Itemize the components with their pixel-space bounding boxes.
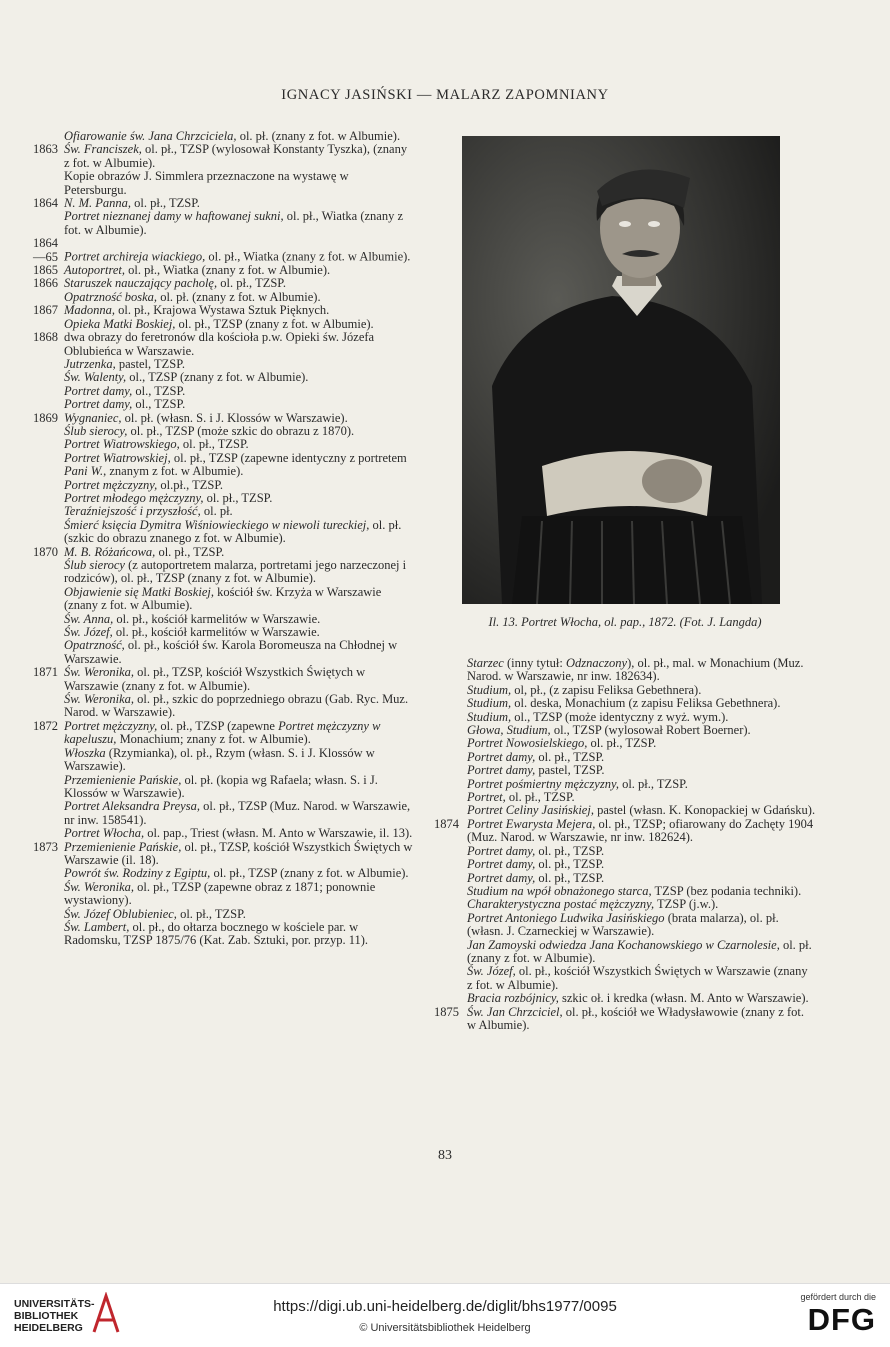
catalog-entry: [33, 398, 413, 411]
entry-text: Opieka Matki Boskiej, ol. pł., TZSP (znany z fot. w Albumie).: [64, 316, 374, 331]
entry-year: 1870: [33, 544, 58, 559]
catalog-entry: [33, 841, 413, 868]
entry-text: Charakterystyczna postać mężczyzny, TZSP (j.w.).: [467, 897, 719, 912]
catalog-entry: [33, 143, 413, 170]
entry-text: Ślub sierocy (z autoportretem malarza, portretami jego narzeczonej i rodziców), ol. pł., TZSP (znany z fot. w Albumie).: [64, 558, 407, 586]
entry-text: Ślub sierocy, ol. pł., TZSP (może szkic do obrazu z 1870).: [64, 423, 355, 438]
entry-text: Św. Józef, ol. pł., kościół Wszystkich Świętych w Warszawie (znany z fot. w Albumie).: [467, 964, 808, 992]
catalog-entry: [33, 304, 413, 317]
entry-text: M. B. Różańcowa, ol. pł., TZSP.: [64, 544, 225, 559]
page-number: 83: [438, 1148, 452, 1163]
catalog-entry: [434, 791, 816, 804]
catalog-entry: [33, 492, 413, 505]
entry-text: Studium, ol, pł., (z zapisu Feliksa Gebethnera).: [467, 682, 702, 697]
entry-text: Portret Włocha, ol. pap., Triest (własn. M. Anto w Warszawie, il. 13).: [64, 826, 413, 841]
entry-text: Św. Jan Chrzciciel, ol. pł., kościół we Władysławowie (znany z fot. w Albumie).: [467, 1004, 804, 1032]
entry-text: Portret Celiny Jasińskiej, pastel (własn. K. Konopackiej w Gdańsku).: [467, 803, 816, 818]
entry-text: Św. Weronika, ol. pł., szkic do poprzedniego obrazu (Gab. Ryc. Muz. Narod. w Warszawie).: [64, 692, 409, 720]
right-column: [434, 657, 816, 1032]
catalog-entry: [434, 711, 816, 724]
figure-caption: Il. 13. Portret Włocha, ol. pap., 1872. (Fot. J. Langda): [488, 615, 762, 629]
entry-text: Portret młodego mężczyzny, ol. pł., TZSP.: [64, 490, 273, 505]
catalog-entry: [33, 666, 413, 693]
catalog-entry: [33, 881, 413, 908]
entry-text: Przemienienie Pańskie, ol. pł., TZSP, kościół Wszystkich Świętych w Warszawie (il. 18).: [64, 839, 413, 867]
catalog-entry: [33, 318, 413, 331]
catalog-entry: [33, 479, 413, 492]
entry-text: Portret Wiatrowskiej, ol. pł., TZSP (zapewne identyczny z portretem Pani W., znanym z fot. w Albumie).: [64, 450, 407, 479]
catalog-entry: [33, 613, 413, 626]
running-header: IGNACY JASIŃSKI — MALARZ ZAPOMNIANY: [281, 87, 609, 103]
entry-text: Głowa, Studium, ol., TZSP (wylosował Robert Boerner).: [467, 723, 751, 738]
entry-text: Kopie obrazów J. Simmlera przeznaczone na wystawę w Petersburgu.: [64, 169, 349, 197]
entry-text: Studium, ol. deska, Monachium (z zapisu Feliksa Gebethnera).: [467, 696, 781, 711]
entry-text: Śmierć księcia Dymitra Wiśniowieckiego w niewoli tureckiej, ol. pł. (szkic do obrazu znanego z fot. w Albumie).: [64, 517, 402, 546]
catalog-entry: [33, 908, 413, 921]
permalink-url[interactable]: https://digi.ub.uni-heidelberg.de/diglit/bhs1977/0095: [273, 1298, 617, 1315]
entry-text: Madonna, ol. pł., Krajowa Wystawa Sztuk Pięknych.: [64, 303, 330, 318]
catalog-entry: [33, 291, 413, 304]
catalog-entry: [33, 720, 413, 747]
catalog-entry: [33, 505, 413, 518]
catalog-entry: [33, 170, 413, 197]
entry-text: Bracia rozbójnicy, szkic oł. i kredka (własn. M. Anto w Warszawie).: [467, 991, 809, 1006]
entry-text: Portret damy, ol. pł., TZSP.: [467, 749, 605, 764]
catalog-entry: [33, 438, 413, 451]
catalog-entry: [33, 425, 413, 438]
catalog-entry: [33, 800, 413, 827]
catalog-entry: [434, 872, 816, 885]
catalog-entry: [434, 804, 816, 817]
entry-text: Portret mężczyzny, ol.pł., TZSP.: [64, 477, 224, 492]
entry-text: Objawienie się Matki Boskiej, kościół św. Krzyża w Warszawie (znany z fot. w Albumie).: [64, 584, 382, 613]
catalog-entry: [33, 747, 413, 774]
entry-text: Autoportret, ol. pł., Wiatka (znany z fot. w Albumie).: [64, 263, 331, 278]
left-column: [33, 130, 413, 948]
entry-text: Portret, ol. pł., TZSP.: [467, 790, 575, 805]
entry-text: Włoszka (Rzymianka), ol. pł., Rzym (własn. S. i J. Klossów w Warszawie).: [64, 745, 375, 774]
copyright-notice: © Universitätsbibliothek Heidelberg: [359, 1322, 531, 1334]
entry-text: Portret archireja wiackiego, ol. pł., Wiatka (znany z fot. w Albumie).: [64, 249, 411, 264]
entry-text: Św. Anna, ol. pł., kościół karmelitów w Warszawie.: [64, 611, 321, 626]
entry-text: Portret damy, ol., TZSP.: [64, 397, 186, 412]
entry-text: Portret damy, ol., TZSP.: [64, 383, 186, 398]
catalog-entry: [434, 965, 816, 992]
entry-year: 1863: [33, 142, 58, 157]
catalog-entry: [33, 586, 413, 613]
entry-text: Studium na wpół obnażonego starca, TZSP (bez podania techniki).: [467, 883, 802, 898]
entry-text: Jutrzenka, pastel, TZSP.: [64, 356, 185, 371]
entry-year: 1865: [33, 263, 58, 278]
entry-text: Portret nieznanej damy w haftowanej sukni, ol. pł., Wiatka (znany z fot. w Albumie).: [64, 209, 404, 237]
catalog-entry: [33, 559, 413, 586]
entry-text: Św. Walenty, ol., TZSP (znany z fot. w Albumie).: [64, 370, 309, 385]
entry-text: Studium, ol., TZSP (może identyczny z wyż. wym.).: [467, 709, 729, 724]
entry-text: dwa obrazy do feretronów dla kościoła p.w. Opieki św. Józefa Oblubieńca w Warszawie.: [64, 330, 375, 358]
portrait-photo: [462, 136, 780, 604]
catalog-entry: [434, 912, 816, 939]
catalog-entry: [33, 331, 413, 358]
catalog-entry: [434, 845, 816, 858]
entry-text: Portret Nowosielskiego, ol. pł., TZSP.: [467, 736, 657, 751]
catalog-entry: [33, 774, 413, 801]
entry-text: Powrót św. Rodziny z Egiptu, ol. pł., TZSP (znany z fot. w Albumie).: [64, 866, 409, 881]
catalog-entry: [434, 684, 816, 697]
entry-text: Portret Aleksandra Preysa, ol. pł., TZSP (Muz. Narod. w Warszawie, nr inw. 158541).: [64, 799, 411, 827]
catalog-entry: [33, 412, 413, 425]
catalog-entry: [434, 697, 816, 710]
catalog-entry: [33, 385, 413, 398]
viewer-footer: [0, 1283, 890, 1347]
catalog-entry: [434, 778, 816, 791]
catalog-entry: [434, 885, 816, 898]
catalog-entry: [33, 277, 413, 290]
entry-text: Portret damy, pastel, TZSP.: [467, 763, 605, 778]
library-name: UNIVERSITÄTS- BIBLIOTHEK HEIDELBERG: [14, 1298, 95, 1334]
entry-text: Wygnaniec, ol. pł. (własn. S. i J. Klossów w Warszawie).: [64, 410, 348, 425]
catalog-entry: [434, 657, 816, 684]
entry-text: Portret pośmiertny mężczyzny, ol. pł., TZSP.: [467, 776, 688, 791]
catalog-entry: [33, 130, 413, 143]
entry-year: 1873: [33, 839, 58, 854]
entry-text: Św. Józef Oblubieniec, ol. pł., TZSP.: [64, 906, 246, 921]
entry-year: 1875: [434, 1004, 459, 1019]
entry-text: Portret Wiatrowskiego, ol. pł., TZSP.: [64, 437, 249, 452]
entry-year: 1867: [33, 303, 58, 318]
catalog-entry: [33, 827, 413, 840]
catalog-entry: [434, 898, 816, 911]
entry-year: 1868: [33, 330, 58, 345]
catalog-entry: [33, 546, 413, 559]
entry-text: Portret damy, ol. pł., TZSP.: [467, 857, 605, 872]
catalog-entry: [33, 197, 413, 210]
catalog-entry: [33, 358, 413, 371]
portrait-figure-image: [462, 136, 780, 604]
catalog-entry: [434, 1006, 816, 1033]
catalog-entry: [33, 693, 413, 720]
entry-text: Ofiarowanie św. Jana Chrzciciela, ol. pł. (znany z fot. w Albumie).: [64, 129, 401, 143]
catalog-entry: [434, 724, 816, 737]
catalog-entry: [434, 764, 816, 777]
entry-text: N. M. Panna, ol. pł., TZSP.: [64, 196, 200, 211]
catalog-entry: [434, 818, 816, 845]
entry-text: Starzec (inny tytuł: Odznaczony), ol. pł., mal. w Monachium (Muz. Narod. w Warszawie, nr inw. 182634).: [467, 656, 804, 684]
catalog-entry: [33, 519, 413, 546]
entry-text: Św. Weronika, ol. pł., TZSP (zapewne obraz z 1871; ponownie wystawiony).: [64, 879, 376, 908]
catalog-entry: [33, 371, 413, 384]
catalog-entry: [33, 626, 413, 639]
catalog-entry: [434, 737, 816, 750]
entry-text: Portret mężczyzny, ol. pł., TZSP (zapewne Portret mężczyzny w kapeluszu, Monachium; znany z fot. w Albumie).: [64, 718, 381, 747]
catalog-entry: [33, 867, 413, 880]
entry-year: 1869: [33, 410, 58, 425]
entry-year: 1864—65: [33, 236, 58, 264]
entry-text: Św. Lambert, ol. pł., do ołtarza bocznego w kościele par. w Radomsku, TZSP 1875/76 (Kat. Zab. Sztuki, por. przyp. 11).: [64, 919, 369, 948]
catalog-entry: [434, 751, 816, 764]
entry-text: Opatrzność boska, ol. pł. (znany z fot. w Albumie).: [64, 289, 321, 304]
entry-text: Staruszek nauczający pacholę, ol. pł., TZSP.: [64, 276, 286, 291]
catalog-entry: [33, 210, 413, 237]
catalog-entry: [434, 992, 816, 1005]
catalog-entry: [434, 858, 816, 871]
entry-text: Teraźniejszość i przyszłość, ol. pł.: [64, 504, 233, 519]
catalog-entry: [33, 237, 413, 264]
entry-year: 1864: [33, 196, 58, 211]
dfg-logo: DFG: [807, 1302, 876, 1337]
entry-text: Portret Ewarysta Mejera, ol. pł., TZSP; ofiarowany do Zachęty 1904 (Muz. Narod. w Warszawie, nr inw. 182624).: [467, 816, 814, 845]
entry-text: Św. Weronika, ol. pł., TZSP, kościół Wszystkich Świętych w Warszawie (znany z fot. w Albumie).: [64, 665, 366, 693]
entry-year: 1866: [33, 276, 58, 291]
catalog-entry: [33, 264, 413, 277]
entry-text: Portret Antoniego Ludwika Jasińskiego (brata malarza), ol. pł. (własn. J. Czarneckiej w Warszawie).: [467, 910, 779, 939]
funding-label: gefördert durch die: [800, 1292, 876, 1302]
entry-text: Portret damy, ol. pł., TZSP.: [467, 843, 605, 858]
catalog-entry: [33, 921, 413, 948]
catalog-entry: [33, 639, 413, 666]
entry-text: Św. Franciszek, ol. pł., TZSP (wylosował Konstanty Tyszka), (znany z fot. w Albumie).: [64, 142, 408, 170]
entry-text: Przemienienie Pańskie, ol. pł. (kopia wg Rafaela; własn. S. i J. Klossów w Warszawie).: [64, 772, 378, 800]
entry-year: 1871: [33, 665, 58, 680]
entry-text: Jan Zamoyski odwiedza Jana Kochanowskiego w Czarnolesie, ol. pł. (znany z fot. w Albumie).: [467, 937, 812, 965]
entry-text: Opatrzność, ol. pł., kościół św. Karola Boromeusza na Chłodnej w Warszawie.: [64, 638, 398, 666]
entry-text: Św. Józef, ol. pł., kościół karmelitów w Warszawie.: [64, 625, 320, 640]
catalog-entry: [434, 939, 816, 966]
entry-text: Portret damy, ol. pł., TZSP.: [467, 870, 605, 885]
entry-year: 1872: [33, 718, 58, 733]
catalog-entry: [33, 452, 413, 479]
entry-year: 1874: [434, 816, 459, 831]
